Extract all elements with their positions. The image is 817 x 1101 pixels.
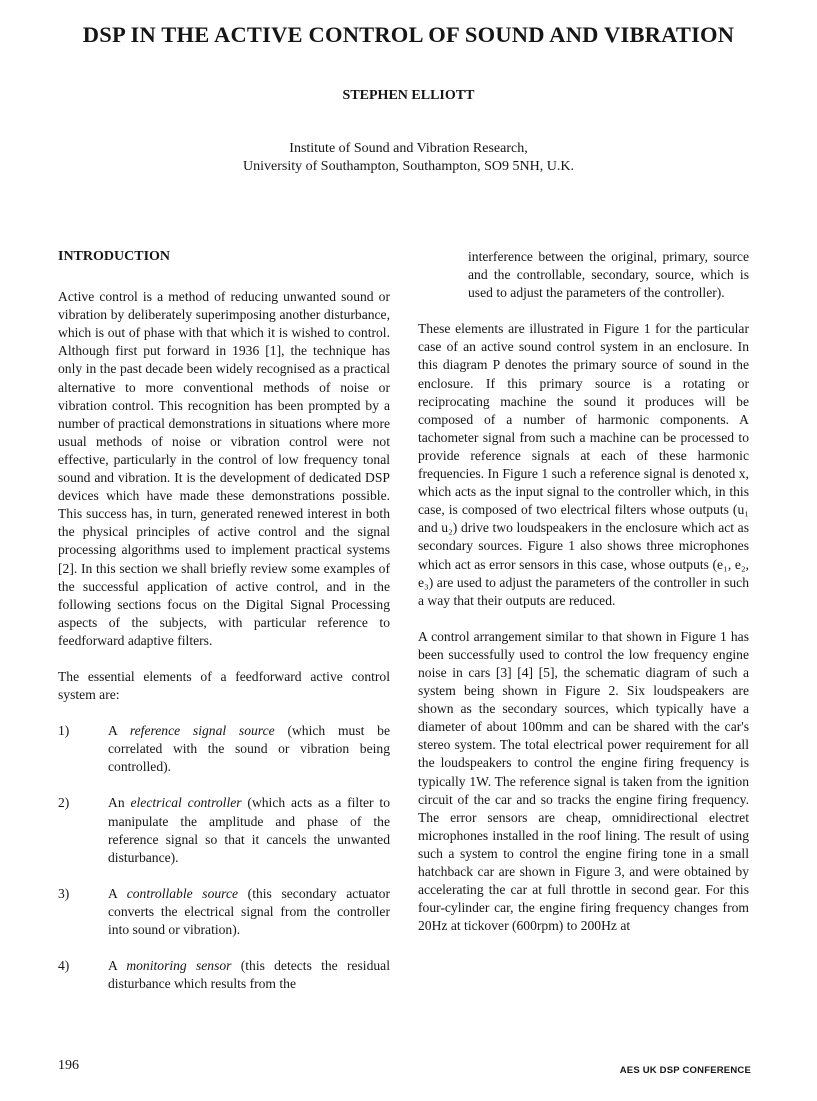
left-column <box>58 248 390 1011</box>
author-name: STEPHEN ELLIOTT <box>342 88 475 103</box>
intro-paragraph-1: Active control is a method of reducing unwanted sound or vibration by deliberately superimposing another disturbance, which is out of phase with that which it is wished to control. Although first put forward in 1936 [1], the technique has only in the past decade been widely recognised as a practical alternative to more conventional methods of noise or vibration control. This recognition has been prompted by a number of practical demonstrations in situations where more usual methods of noise or vibration control were not effective, particularly in the control of low frequency tonal sound and vibration. It is the development of dedicated DSP devices which have made these demonstrations possible. This success has, in turn, generated renewed interest in both the physical principles of active control and the signal processing algorithms used to implement practical systems [2]. In this section we shall briefly review some examples of the successful application of active control, and in the following sections focus on the Digital Signal Processing aspects of the subjects, with particular reference to feedforward adaptive filters. <box>58 289 390 648</box>
list-item-continuation: interference between the original, primary, source and the controllable, secondary, source, which is used to adjust the parameters of the controller). <box>468 249 749 301</box>
list-item-term: controllable source <box>126 885 239 901</box>
list-item <box>58 794 390 866</box>
list-item-text: A reference signal source (which must be correlated with the sound or vibration being controlled). <box>108 723 390 775</box>
list-item-text: A controllable source (this secondary actuator converts the electrical signal from the controller into sound or vibration). <box>108 885 390 937</box>
elements-list <box>58 722 390 993</box>
list-item-term: reference signal source <box>129 723 275 739</box>
right-column <box>418 248 749 935</box>
conference-name: AES UK DSP CONFERENCE <box>619 1065 751 1076</box>
list-item-text: An electrical controller (which acts as a filter to manipulate the amplitude and phase of the reference signal so that it cancels the unwanted disturbance). <box>108 795 390 865</box>
list-item <box>58 722 390 776</box>
list-item-number: 4) <box>58 958 70 974</box>
body-paragraph-2: A control arrangement similar to that shown in Figure 1 has been successfully used to control the low frequency engine noise in cars [3] [4] [5], the schematic diagram of such a system being shown in Figure 2. Six loudspeakers are shown as the secondary sources, which typically have a diameter of about 100mm and can be shared with the car's stereo system. The total electrical power requirement for all the loudspeakers to control the engine firing frequency is typically 1W. The reference signal is taken from the ignition circuit of the car and so tracks the engine firing frequency. The error sensors are cheap, omnidirectional electret microphones installed in the roof lining. The result of using such a system to control the engine firing tone in a small hatchback car are shown in Figure 3, and were obtained by accelerating the car at full throttle in second gear. For this four-cylinder car, the engine firing frequency changes from 20Hz at tickover (600rpm) to 200Hz at <box>418 628 749 934</box>
list-item-text: A monitoring sensor (this detects the residual disturbance which results from the <box>108 958 390 992</box>
paper-title: DSP IN THE ACTIVE CONTROL OF SOUND AND VIBRATION <box>82 22 735 47</box>
list-item-term: monitoring sensor <box>126 958 232 974</box>
list-item <box>58 885 390 939</box>
section-heading: INTRODUCTION <box>58 249 171 264</box>
affiliation-line-2: University of Southampton, Southampton, SO9 5NH, U.K. <box>243 159 574 174</box>
list-item-number: 1) <box>58 723 70 739</box>
intro-paragraph-2: The essential elements of a feedforward active control system are: <box>58 668 390 703</box>
affiliation <box>0 140 817 176</box>
affiliation-line-1: Institute of Sound and Vibration Research, <box>289 141 528 156</box>
list-item <box>58 957 390 993</box>
list-item-number: 2) <box>58 795 70 811</box>
list-item-term: electrical controller <box>130 795 242 811</box>
page-number: 196 <box>58 1058 79 1073</box>
list-item-number: 3) <box>58 885 70 901</box>
body-paragraph-1: These elements are illustrated in Figure 1 for the particular case of an active sound control system in an enclosure. In this diagram P denotes the primary source of sound in the enclosure. If this primary source is a rotating or reciprocating machine the sound it produces will be composed of a number of harmonic components. A tachometer signal from such a machine can be processed to provide reference signals at each of these harmonic frequencies. In Figure 1 such a reference signal is denoted x, which acts as the input signal to the controller which, in this case, is composed of two electrical filters whose outputs (u₁ and u₂) drive two loudspeakers in the enclosure which act as secondary sources. Figure 1 also shows three microphones which act as error sensors in this case, whose outputs (e₁, e₂, e₃) are used to adjust the parameters of the controller in such a way that their outputs are reduced. <box>418 321 749 608</box>
